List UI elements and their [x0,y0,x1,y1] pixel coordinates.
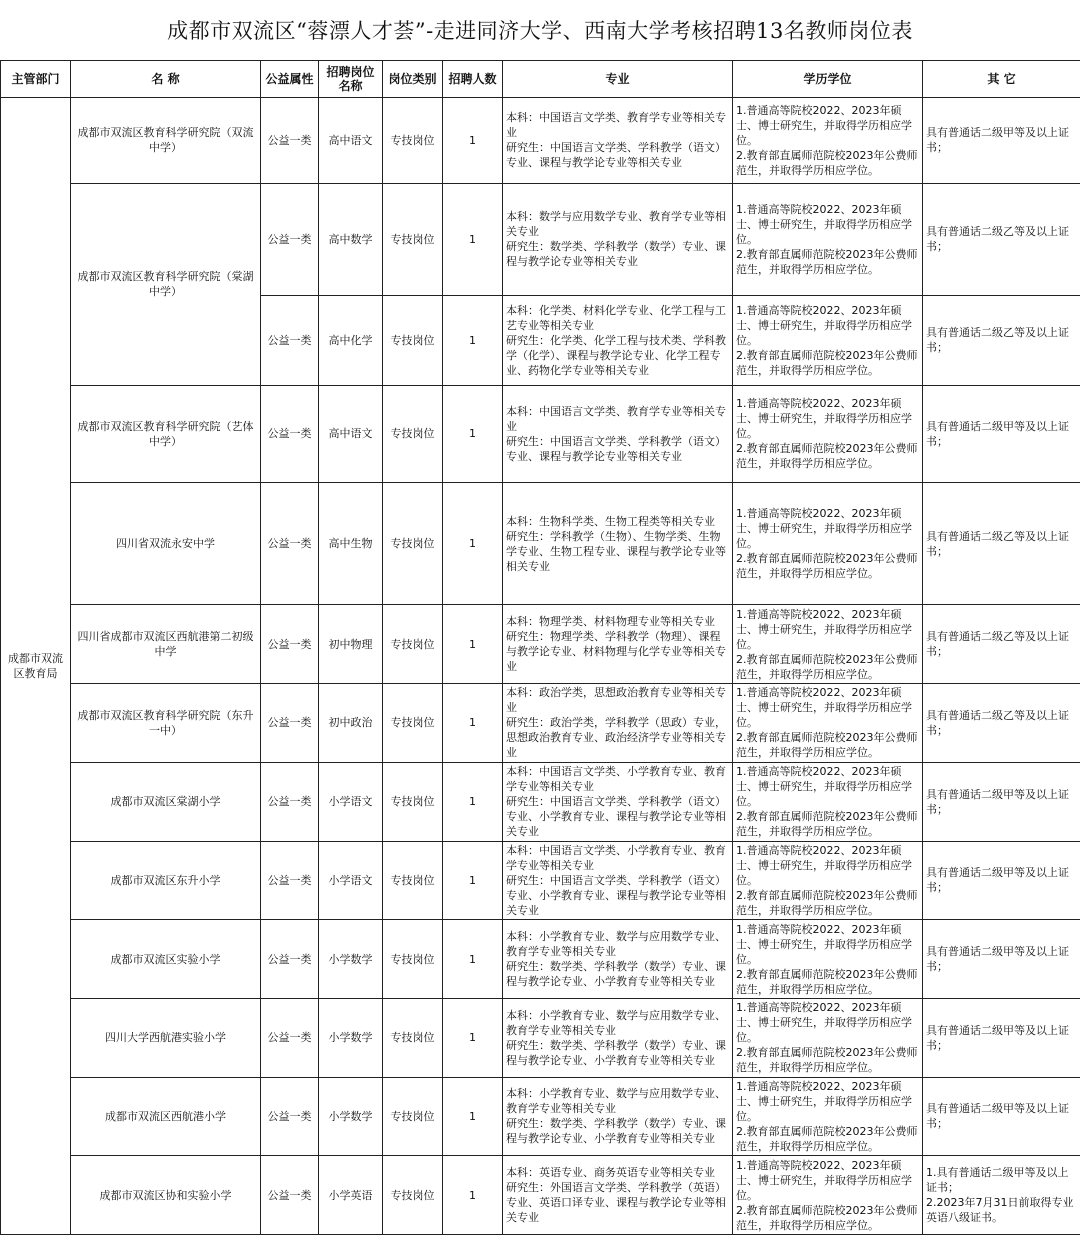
school-name-cell: 成都市双流区棠湖小学 [71,762,261,841]
count-cell: 1 [443,998,503,1077]
education-cell: 1.普通高等院校2022、2023年硕士、博士研究生，并取得学历相应学位。 2.教育部直属师范院校2023年公费师范生，并取得学历相应学位。 [733,762,923,841]
table-row [1,605,1080,684]
major-cell: 本科：政治学类，思想政治教育专业等相关专业 研究生：政治学类，学科教学（思政）专业，思想政治教育专业、政治经济学专业等相关专业 [503,684,733,763]
education-cell: 1.普通高等院校2022、2023年硕士、博士研究生，并取得学历相应学位。 2.教育部直属师范院校2023年公费师范生，并取得学历相应学位。 [733,98,923,184]
school-name-cell: 成都市双流区协和实验小学 [71,1156,261,1235]
major-cell: 本科：中国语言文学类、教育学专业等相关专业 研究生：中国语言文学类、学科教学（语文）专业、课程与教学论专业等相关专业 [503,385,733,483]
attr-cell: 公益一类 [261,385,319,483]
table-row [1,98,1080,184]
major-cell: 本科：数学与应用数学专业、教育学专业等相关专业 研究生：数学类、学科教学（数学）专业、课程与教学论专业等相关专业 [503,183,733,295]
post-type-cell: 专技岗位 [383,483,443,605]
attr-cell: 公益一类 [261,684,319,763]
major-cell: 本科：化学类、材料化学专业、化学工程与工艺专业等相关专业 研究生：化学类、化学工程与技术类、学科教学（化学）、课程与教学论专业、化学工程专业、药物化学专业等相关专业 [503,295,733,385]
attr-cell: 公益一类 [261,98,319,184]
attr-cell: 公益一类 [261,998,319,1077]
table-row [1,684,1080,763]
post-type-cell: 专技岗位 [383,1077,443,1156]
header-count: 招聘人数 [443,61,503,98]
other-cell: 具有普通话二级甲等及以上证书； [923,998,1080,1077]
post-type-cell: 专技岗位 [383,684,443,763]
attr-cell: 公益一类 [261,920,319,999]
education-cell: 1.普通高等院校2022、2023年硕士、博士研究生，并取得学历相应学位。 2.教育部直属师范院校2023年公费师范生，并取得学历相应学位。 [733,1156,923,1235]
attr-cell: 公益一类 [261,762,319,841]
other-cell: 具有普通话二级乙等及以上证书； [923,684,1080,763]
post-type-cell: 专技岗位 [383,183,443,295]
table-row [1,483,1080,605]
post-type-cell: 专技岗位 [383,998,443,1077]
header-attr: 公益属性 [261,61,319,98]
table-row [1,762,1080,841]
post-cell: 高中语文 [319,385,383,483]
attr-cell: 公益一类 [261,295,319,385]
header-post-type: 岗位类别 [383,61,443,98]
header-other: 其 它 [923,61,1080,98]
school-name-cell: 四川省成都市双流区西航港第二初级中学 [71,605,261,684]
count-cell: 1 [443,684,503,763]
major-cell: 本科：小学教育专业、数学与应用数学专业、教育学专业等相关专业 研究生：数学类、学科教学（数学）专业、课程与教学论专业、小学教育专业等相关专业 [503,920,733,999]
table-row [1,1156,1080,1235]
education-cell: 1.普通高等院校2022、2023年硕士、博士研究生，并取得学历相应学位。 2.教育部直属师范院校2023年公费师范生，并取得学历相应学位。 [733,998,923,1077]
post-cell: 高中生物 [319,483,383,605]
table-row [1,1077,1080,1156]
major-cell: 本科：中国语言文学类、教育学专业等相关专业 研究生：中国语言文学类、学科教学（语文）专业、课程与教学论专业等相关专业 [503,98,733,184]
other-cell: 1.具有普通话二级甲等及以上证书； 2.2023年7月31日前取得专业英语八级证书。 [923,1156,1080,1235]
other-cell: 具有普通话二级甲等及以上证书； [923,1077,1080,1156]
major-cell: 本科：物理学类、材料物理专业等相关专业 研究生：物理学类、学科教学（物理）、课程与教学论专业、材料物理与化学专业等相关专业 [503,605,733,684]
school-name-cell: 成都市双流区西航港小学 [71,1077,261,1156]
school-name-cell: 四川大学西航港实验小学 [71,998,261,1077]
school-name-cell: 成都市双流区教育科学研究院（艺体中学） [71,385,261,483]
attr-cell: 公益一类 [261,1156,319,1235]
department-cell: 成都市双流区教育局 [1,98,71,1235]
post-cell: 高中语文 [319,98,383,184]
major-cell: 本科：小学教育专业、数学与应用数学专业、教育学专业等相关专业 研究生：数学类、学科教学（数学）专业、课程与教学论专业、小学教育专业等相关专业 [503,998,733,1077]
major-cell: 本科：生物科学类、生物工程类等相关专业 研究生：学科教学（生物）、生物学类、生物学专业、生物工程专业、课程与教学论专业等相关专业 [503,483,733,605]
post-cell: 高中数学 [319,183,383,295]
education-cell: 1.普通高等院校2022、2023年硕士、博士研究生，并取得学历相应学位。 2.教育部直属师范院校2023年公费师范生，并取得学历相应学位。 [733,605,923,684]
post-type-cell: 专技岗位 [383,920,443,999]
count-cell: 1 [443,295,503,385]
post-cell: 小学数学 [319,1077,383,1156]
attr-cell: 公益一类 [261,183,319,295]
other-cell: 具有普通话二级乙等及以上证书； [923,483,1080,605]
education-cell: 1.普通高等院校2022、2023年硕士、博士研究生，并取得学历相应学位。 2.教育部直属师范院校2023年公费师范生，并取得学历相应学位。 [733,295,923,385]
header-education: 学历学位 [733,61,923,98]
header-row [1,61,1080,98]
post-type-cell: 专技岗位 [383,605,443,684]
table-row [1,183,1080,295]
major-cell: 本科：中国语言文学类、小学教育专业、教育学专业等相关专业 研究生：中国语言文学类、学科教学（语文）专业、小学教育专业、课程与教学论专业等相关专业 [503,841,733,920]
school-name-cell: 成都市双流区教育科学研究院（棠湖中学） [71,183,261,385]
count-cell: 1 [443,605,503,684]
header-name: 名 称 [71,61,261,98]
post-type-cell: 专技岗位 [383,295,443,385]
table-row [1,998,1080,1077]
post-type-cell: 专技岗位 [383,841,443,920]
other-cell: 具有普通话二级乙等及以上证书； [923,295,1080,385]
other-cell: 具有普通话二级乙等及以上证书； [923,183,1080,295]
post-cell: 初中物理 [319,605,383,684]
post-cell: 初中政治 [319,684,383,763]
other-cell: 具有普通话二级甲等及以上证书； [923,762,1080,841]
other-cell: 具有普通话二级甲等及以上证书； [923,920,1080,999]
other-cell: 具有普通话二级甲等及以上证书； [923,98,1080,184]
school-name-cell: 成都市双流区实验小学 [71,920,261,999]
other-cell: 具有普通话二级甲等及以上证书； [923,841,1080,920]
post-cell: 小学语文 [319,762,383,841]
attr-cell: 公益一类 [261,605,319,684]
header-major: 专业 [503,61,733,98]
education-cell: 1.普通高等院校2022、2023年硕士、博士研究生，并取得学历相应学位。 2.教育部直属师范院校2023年公费师范生，并取得学历相应学位。 [733,483,923,605]
count-cell: 1 [443,920,503,999]
school-name-cell: 成都市双流区东升小学 [71,841,261,920]
education-cell: 1.普通高等院校2022、2023年硕士、博士研究生，并取得学历相应学位。 2.教育部直属师范院校2023年公费师范生，并取得学历相应学位。 [733,684,923,763]
count-cell: 1 [443,1156,503,1235]
count-cell: 1 [443,385,503,483]
post-type-cell: 专技岗位 [383,385,443,483]
count-cell: 1 [443,762,503,841]
recruitment-table [0,60,1080,1235]
major-cell: 本科：小学教育专业、数学与应用数学专业、教育学专业等相关专业 研究生：数学类、学科教学（数学）专业、课程与教学论专业、小学教育专业等相关专业 [503,1077,733,1156]
count-cell: 1 [443,1077,503,1156]
education-cell: 1.普通高等院校2022、2023年硕士、博士研究生，并取得学历相应学位。 2.教育部直属师范院校2023年公费师范生，并取得学历相应学位。 [733,920,923,999]
header-post: 招聘岗位名称 [319,61,383,98]
post-type-cell: 专技岗位 [383,1156,443,1235]
education-cell: 1.普通高等院校2022、2023年硕士、博士研究生，并取得学历相应学位。 2.教育部直属师范院校2023年公费师范生，并取得学历相应学位。 [733,841,923,920]
other-cell: 具有普通话二级乙等及以上证书； [923,605,1080,684]
post-type-cell: 专技岗位 [383,762,443,841]
table-row [1,920,1080,999]
school-name-cell: 成都市双流区教育科学研究院（双流中学） [71,98,261,184]
count-cell: 1 [443,841,503,920]
attr-cell: 公益一类 [261,841,319,920]
school-name-cell: 四川省双流永安中学 [71,483,261,605]
page-title: 成都市双流区“蓉漂人才荟”-走进同济大学、西南大学考核招聘13名教师岗位表 [167,19,913,43]
post-cell: 小学英语 [319,1156,383,1235]
post-cell: 小学数学 [319,920,383,999]
post-cell: 高中化学 [319,295,383,385]
attr-cell: 公益一类 [261,1077,319,1156]
major-cell: 本科：中国语言文学类、小学教育专业、教育学专业等相关专业 研究生：中国语言文学类、学科教学（语文）专业、小学教育专业、课程与教学论专业等相关专业 [503,762,733,841]
school-name-cell: 成都市双流区教育科学研究院（东升一中） [71,684,261,763]
count-cell: 1 [443,98,503,184]
header-dept: 主管部门 [1,61,71,98]
major-cell: 本科：英语专业、商务英语专业等相关专业 研究生：外国语言文学类、学科教学（英语）专业、英语口译专业、课程与教学论专业等相关专业 [503,1156,733,1235]
education-cell: 1.普通高等院校2022、2023年硕士、博士研究生，并取得学历相应学位。 2.教育部直属师范院校2023年公费师范生，并取得学历相应学位。 [733,183,923,295]
post-type-cell: 专技岗位 [383,98,443,184]
other-cell: 具有普通话二级甲等及以上证书； [923,385,1080,483]
education-cell: 1.普通高等院校2022、2023年硕士、博士研究生，并取得学历相应学位。 2.教育部直属师范院校2023年公费师范生，并取得学历相应学位。 [733,1077,923,1156]
table-row [1,841,1080,920]
table-row [1,385,1080,483]
count-cell: 1 [443,183,503,295]
education-cell: 1.普通高等院校2022、2023年硕士、博士研究生，并取得学历相应学位。 2.教育部直属师范院校2023年公费师范生，并取得学历相应学位。 [733,385,923,483]
post-cell: 小学语文 [319,841,383,920]
post-cell: 小学数学 [319,998,383,1077]
attr-cell: 公益一类 [261,483,319,605]
count-cell: 1 [443,483,503,605]
